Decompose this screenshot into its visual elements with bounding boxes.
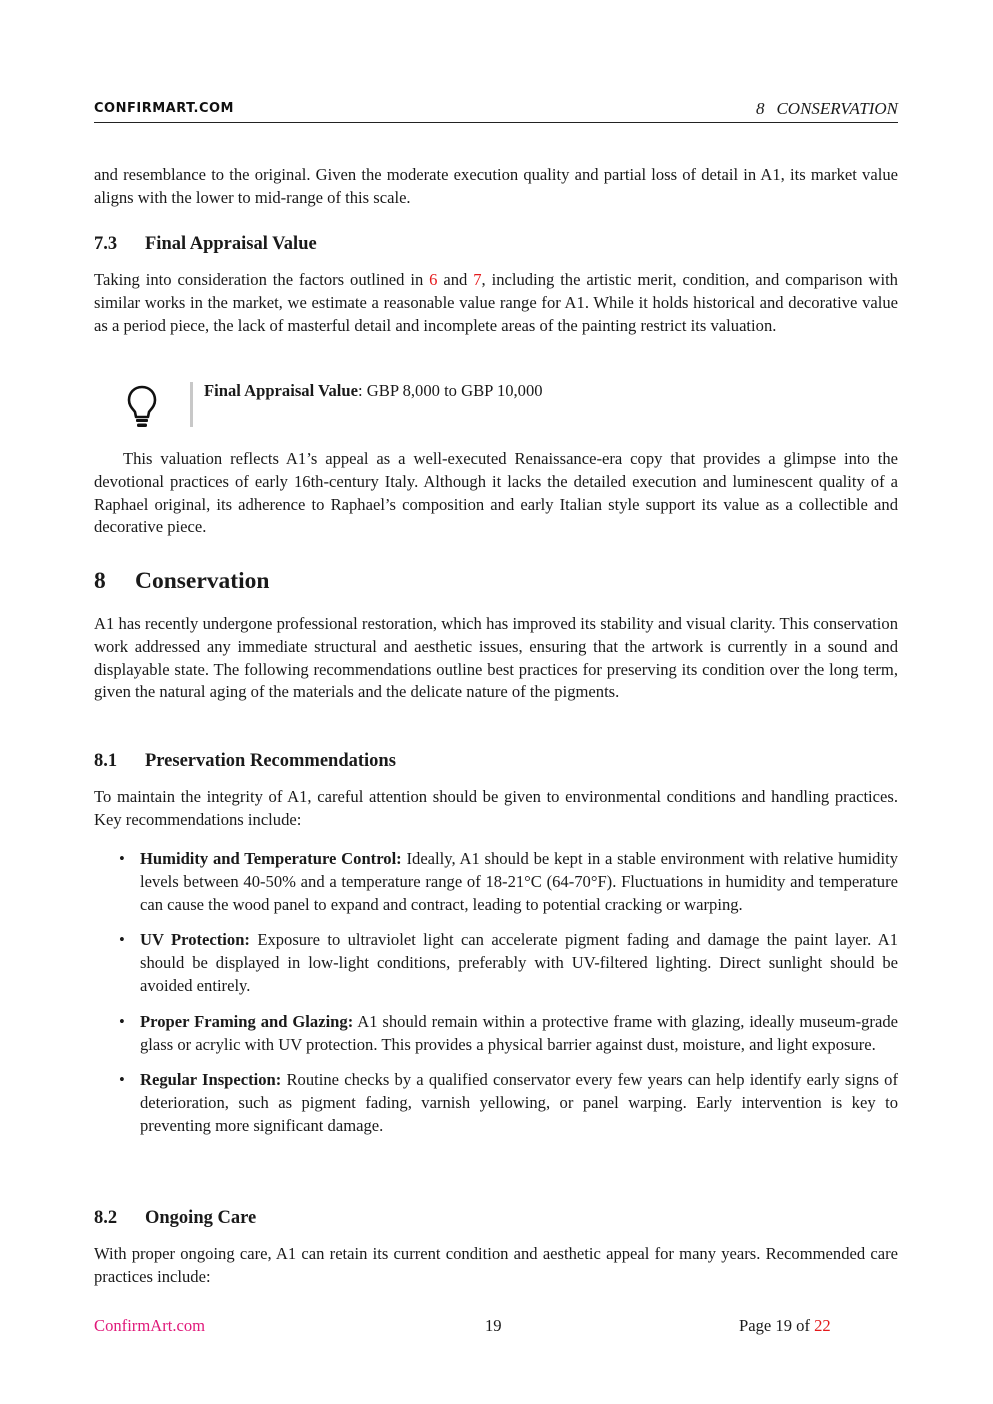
continued-paragraph: and resemblance to the original. Given the moderate execution quality and partial loss of detail in A1, its market value aligns with the lower to mid-range of this scale. [94, 165, 898, 207]
heading-7-3 [94, 234, 898, 255]
list-item [94, 1011, 898, 1057]
running-header-section-title: CONSERVATION [776, 99, 898, 118]
conservation-paragraph: A1 has recently undergone professional restoration, which has improved its stability and visual clarity. This conservation work addressed any immediate structural and aesthetic issues, ensuring that the artwork is currently in a sound and displayable state. The following recommendations outline best practices for preserving its condition over the long term, given the natural aging of the materials and the delicate nature of the pigments. [94, 614, 898, 702]
running-header-section-number: 8 [755, 99, 765, 118]
lightbulb-icon [126, 384, 158, 432]
heading-7-3-number: 7.3 [94, 234, 118, 254]
preservation-intro: To maintain the integrity of A1, careful attention should be given to environmental conditions and handling practices. Key recommendations include: [94, 787, 898, 829]
footer-total-pages-link[interactable]: 22 [814, 1316, 831, 1335]
bullet: • [119, 1011, 125, 1031]
appraisal-text-end: , including the artistic merit, condition, and comparison with similar works in the market, we estimate a reasonable value range for A1. While it holds historical and decorative value as a period piece, the lack of masterful detail and incomplete areas of the painting restrict its valuation. [94, 270, 898, 335]
callout-divider [190, 382, 193, 427]
footer-page-count [739, 1316, 831, 1336]
list-item-text: Routine checks by a qualified conservator every few years can help identify early signs of deterioration, such as pigment fading, varnish yellowing, or panel warping. Early intervention is key to preventing more significant damage. [140, 1070, 898, 1135]
heading-8-title: Conservation [135, 568, 270, 594]
valuation-paragraph: This valuation reflects A1’s appeal as a well-executed Renaissance-era copy that provides a glimpse into the devotional practices of early 16th-century Italy. Although it lacks the detailed execution and luminescent quality of a Raphael original, its adherence to Raphael’s composition and early Italian style support its value as a collectible and decorative piece. [94, 449, 898, 537]
list-item [94, 848, 898, 916]
section-6-link[interactable]: 6 [429, 270, 438, 289]
list-item [94, 929, 898, 997]
appraisal-text-start: Taking into consideration the factors outlined in [94, 270, 430, 289]
running-header [94, 98, 898, 123]
list-item-label: Regular Inspection: [140, 1070, 282, 1090]
bullet: • [119, 930, 125, 950]
confirmart-logo: CONFIRMART.COM [94, 101, 234, 116]
callout-text [204, 381, 543, 401]
list-item-label: UV Protection: [140, 930, 250, 950]
appraisal-paragraph [94, 269, 898, 337]
callout-value: : GBP 8,000 to GBP 10,000 [358, 381, 543, 400]
footer-page-number: 19 [485, 1316, 502, 1335]
bullet: • [119, 1070, 125, 1090]
heading-8-2 [94, 1208, 898, 1229]
heading-8 [94, 568, 898, 595]
list-item-text: Exposure to ultraviolet light can accelerate pigment fading and damage the paint layer. A1 should be displayed in low-light conditions, preferably with UV-filtered lighting. Direct sunlight should be avoided entirely. [140, 930, 898, 995]
bullet: • [119, 849, 125, 868]
running-header-section [756, 99, 898, 119]
appraisal-callout [94, 380, 898, 430]
heading-8-1-title: Preservation Recommendations [145, 751, 396, 771]
heading-8-2-number: 8.2 [94, 1208, 118, 1228]
preservation-list [94, 848, 898, 1151]
heading-8-1-number: 8.1 [94, 751, 118, 771]
appraisal-text-and: and [437, 270, 474, 289]
list-item-label: Proper Framing and Glazing: [140, 1011, 354, 1031]
page-footer [94, 1316, 898, 1340]
heading-7-3-title: Final Appraisal Value [145, 234, 317, 254]
list-item [94, 1069, 898, 1137]
ongoing-care-paragraph: With proper ongoing care, A1 can retain its current condition and aesthetic appeal for many years. Recommended care practices include: [94, 1244, 898, 1286]
list-item-label: Humidity and Temperature Control: [140, 849, 402, 868]
list-item-text: A1 should remain within a protective frame with glazing, ideally museum-grade glass or acrylic with UV protection. This provides a physical barrier against dust, moisture, and light exposure. [140, 1011, 898, 1054]
footer-site-link[interactable]: ConfirmArt.com [94, 1316, 206, 1335]
section-7-link[interactable]: 7 [473, 270, 482, 289]
heading-8-number: 8 [94, 568, 106, 594]
callout-label: Final Appraisal Value [204, 381, 359, 400]
heading-8-1 [94, 751, 898, 772]
list-item-text: Ideally, A1 should be kept in a stable environment with relative humidity levels between 40-50% and a temperature range of 18-21°C (64-70°F). Fluctuations in humidity and temperature can cause the wood panel to expand and contract, leading to potential cracking or warping. [140, 849, 899, 914]
heading-8-2-title: Ongoing Care [145, 1208, 257, 1228]
footer-page-prefix: Page 19 of [739, 1316, 815, 1335]
